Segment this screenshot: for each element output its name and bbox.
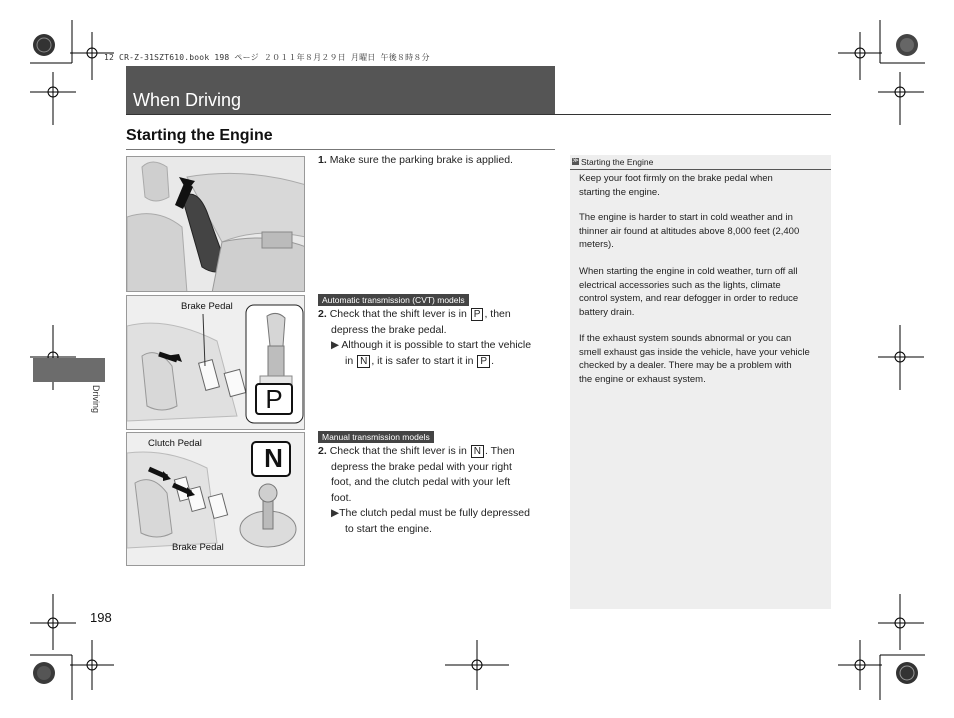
step-1 bbox=[318, 153, 556, 169]
manual-step-line3: foot, and the clutch pedal with your left bbox=[331, 476, 511, 488]
manual-note-line1: The clutch pedal must be fully depressed bbox=[339, 507, 530, 519]
sidebar-p1-line2: starting the engine. bbox=[579, 186, 660, 198]
manual-step-line1a: Check that the shift lever is in bbox=[329, 445, 467, 457]
cvt-brake-illustration bbox=[126, 295, 305, 430]
sidebar-p2-line1: The engine is harder to start in cold weather and in bbox=[579, 212, 793, 223]
cvt-step-2 bbox=[318, 307, 556, 338]
step-1-number: 1. bbox=[318, 154, 327, 166]
cvt-note-line1: Although it is possible to start the vehicle bbox=[341, 339, 532, 351]
sidebar-p3-line2: electrical accessories such as the lights, climate bbox=[579, 279, 781, 291]
reference-icon: ≫ bbox=[572, 158, 579, 164]
gear-key-p: P bbox=[471, 308, 484, 321]
sidebar-paragraph-3 bbox=[579, 265, 825, 319]
sidebar-paragraph-1 bbox=[579, 172, 825, 199]
sidebar-p2-line3: meters). bbox=[579, 239, 614, 251]
gear-p-letter: P bbox=[265, 384, 283, 414]
manual-step-2 bbox=[318, 444, 556, 506]
subsection-rule bbox=[126, 149, 555, 150]
sidebar-p3-line3: control system, and rear defogger in order to reduce bbox=[579, 293, 799, 305]
cvt-step-line1a: Check that the shift lever is in bbox=[329, 308, 467, 320]
cvt-step-line1b: , then bbox=[484, 308, 511, 320]
manual-models-tag: Manual transmission models bbox=[318, 431, 434, 443]
gear-n-letter: N bbox=[264, 443, 283, 473]
sidebar-p4-line4: the engine or exhaust system. bbox=[579, 373, 706, 385]
cvt-models-tag: Automatic transmission (CVT) models bbox=[318, 294, 469, 306]
manual-brake-pedal-label: Brake Pedal bbox=[172, 542, 224, 553]
gear-key-n-manual: N bbox=[471, 445, 484, 458]
cvt-note-line2c: . bbox=[491, 354, 494, 367]
cvt-step-number: 2. bbox=[318, 308, 327, 320]
sidebar-paragraph-4 bbox=[579, 332, 825, 386]
cvt-note-line2a: in bbox=[345, 354, 354, 367]
side-tab bbox=[33, 358, 105, 382]
side-tab-label: Driving bbox=[91, 385, 101, 414]
cvt-note-line2b: , it is safer to start it in bbox=[371, 354, 474, 367]
gear-key-n: N bbox=[357, 355, 370, 368]
sidebar-p3-line4: battery drain. bbox=[579, 306, 635, 318]
page-number: 198 bbox=[90, 610, 112, 625]
sidebar-p4-line3: checked by a dealer. There may be a problem with bbox=[579, 360, 792, 372]
sidebar-p4-line2: smell exhaust gas inside the vehicle, have your vehicle bbox=[579, 346, 810, 358]
sidebar-p2-line2: thinner air found at altitudes above 8,000 feet (2,400 bbox=[579, 225, 800, 237]
cvt-note bbox=[331, 338, 555, 369]
subsection-title: Starting the Engine bbox=[126, 127, 273, 144]
parking-brake-drawing bbox=[127, 157, 305, 292]
manual-step-line1b: . Then bbox=[485, 445, 515, 457]
sidebar-p4-line1: If the exhaust system sounds abnormal or you can bbox=[579, 333, 792, 344]
section-rule bbox=[126, 114, 831, 115]
section-title: When Driving bbox=[133, 90, 242, 110]
manual-pedal-illustration bbox=[126, 432, 305, 566]
cvt-step-line2: depress the brake pedal. bbox=[331, 323, 447, 336]
step-1-text: Make sure the parking brake is applied. bbox=[329, 154, 513, 166]
sidebar-paragraph-2 bbox=[579, 211, 825, 252]
manual-step-line2: depress the brake pedal with your right bbox=[331, 460, 512, 473]
note-arrow-icon: ▶ bbox=[331, 339, 340, 351]
gear-key-p-2: P bbox=[477, 355, 490, 368]
manual-note bbox=[331, 506, 555, 537]
manual-note-arrow-icon: ▶ bbox=[331, 507, 340, 519]
sidebar-heading: Starting the Engine bbox=[581, 157, 654, 167]
brake-pedal-label: Brake Pedal bbox=[181, 301, 233, 312]
manual-note-line2: to start the engine. bbox=[345, 522, 432, 535]
sidebar-p3-line1: When starting the engine in cold weather, turn off all bbox=[579, 266, 798, 277]
parking-brake-illustration bbox=[126, 156, 305, 292]
gear-p-badge bbox=[255, 383, 293, 415]
print-header: 12 CR-Z-31SZT610.book 198 ページ ２０１１年８月２９日 月曜日 午後８時８分 bbox=[104, 53, 430, 62]
clutch-pedal-label: Clutch Pedal bbox=[148, 438, 202, 449]
manual-step-number: 2. bbox=[318, 445, 327, 457]
manual-step-line4: foot. bbox=[331, 491, 352, 504]
sidebar-p1-line1: Keep your foot firmly on the brake pedal when bbox=[579, 173, 773, 184]
